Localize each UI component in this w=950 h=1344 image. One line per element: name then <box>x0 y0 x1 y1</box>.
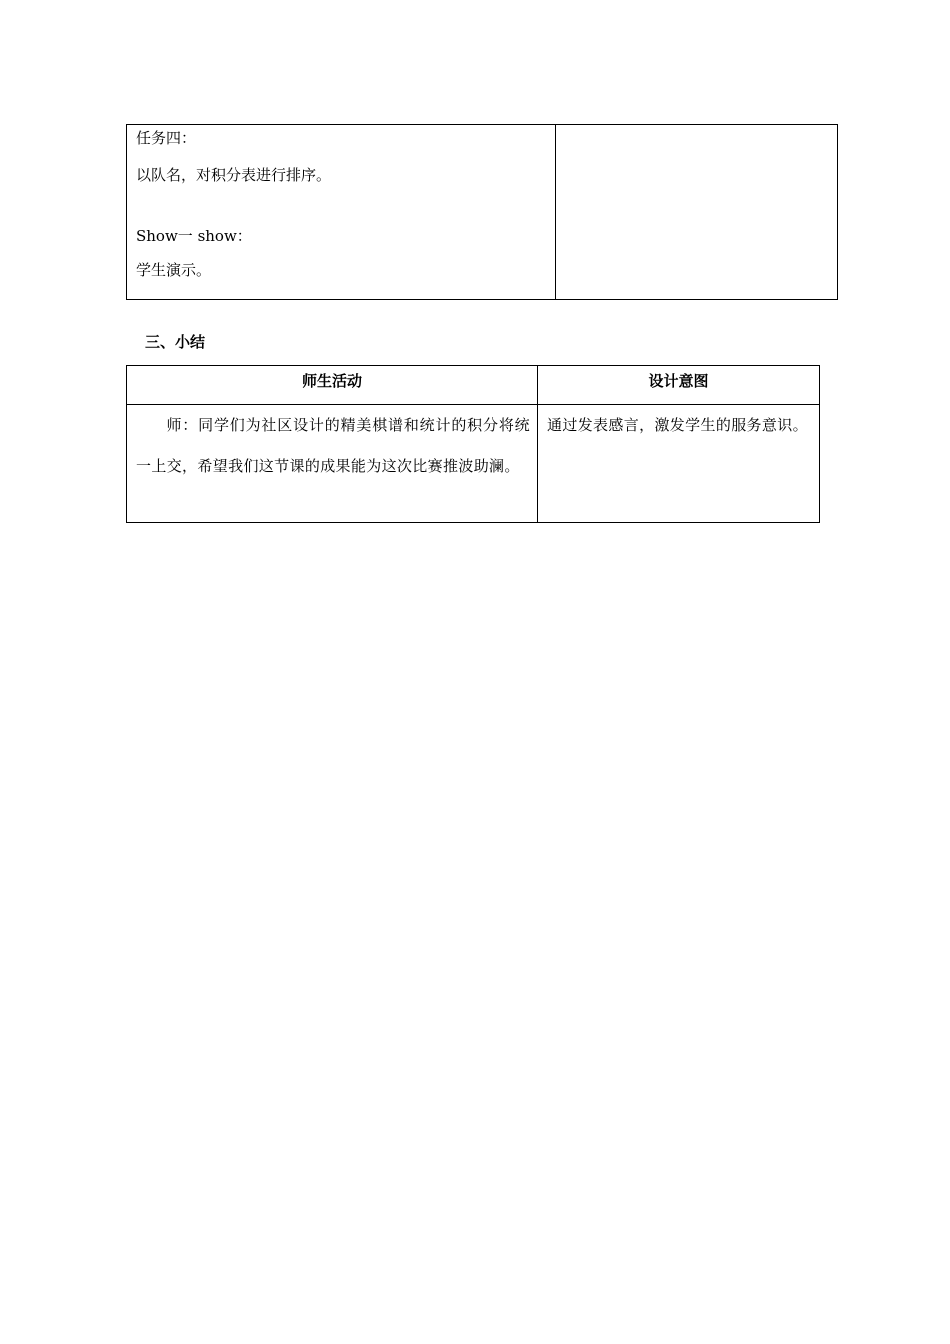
task-label: 任务四： <box>136 129 197 147</box>
activity-text: 师：同学们为社区设计的精美棋谱和统计的积分将统一上交，希望我们这节课的成果能为这次比赛推波助澜。 <box>136 416 530 475</box>
task-cell-left <box>127 125 556 300</box>
table-row <box>127 125 838 300</box>
section-heading: 三、小结 <box>145 333 206 351</box>
show-heading: Show一 show： <box>136 227 252 245</box>
task-cell-right <box>556 125 838 300</box>
table-row <box>127 405 820 523</box>
column-header-activity: 师生活动 <box>127 366 538 405</box>
intent-cell <box>538 405 820 523</box>
student-demo-text: 学生演示。 <box>136 261 212 279</box>
task-table <box>126 124 838 300</box>
task-description: 以队名，对积分表进行排序。 <box>136 166 332 184</box>
intent-text: 通过发表感言，激发学生的服务意识。 <box>547 416 808 434</box>
summary-table <box>126 365 820 523</box>
activity-cell <box>127 405 538 523</box>
table-header-row <box>127 366 820 405</box>
column-header-intent: 设计意图 <box>538 366 820 405</box>
